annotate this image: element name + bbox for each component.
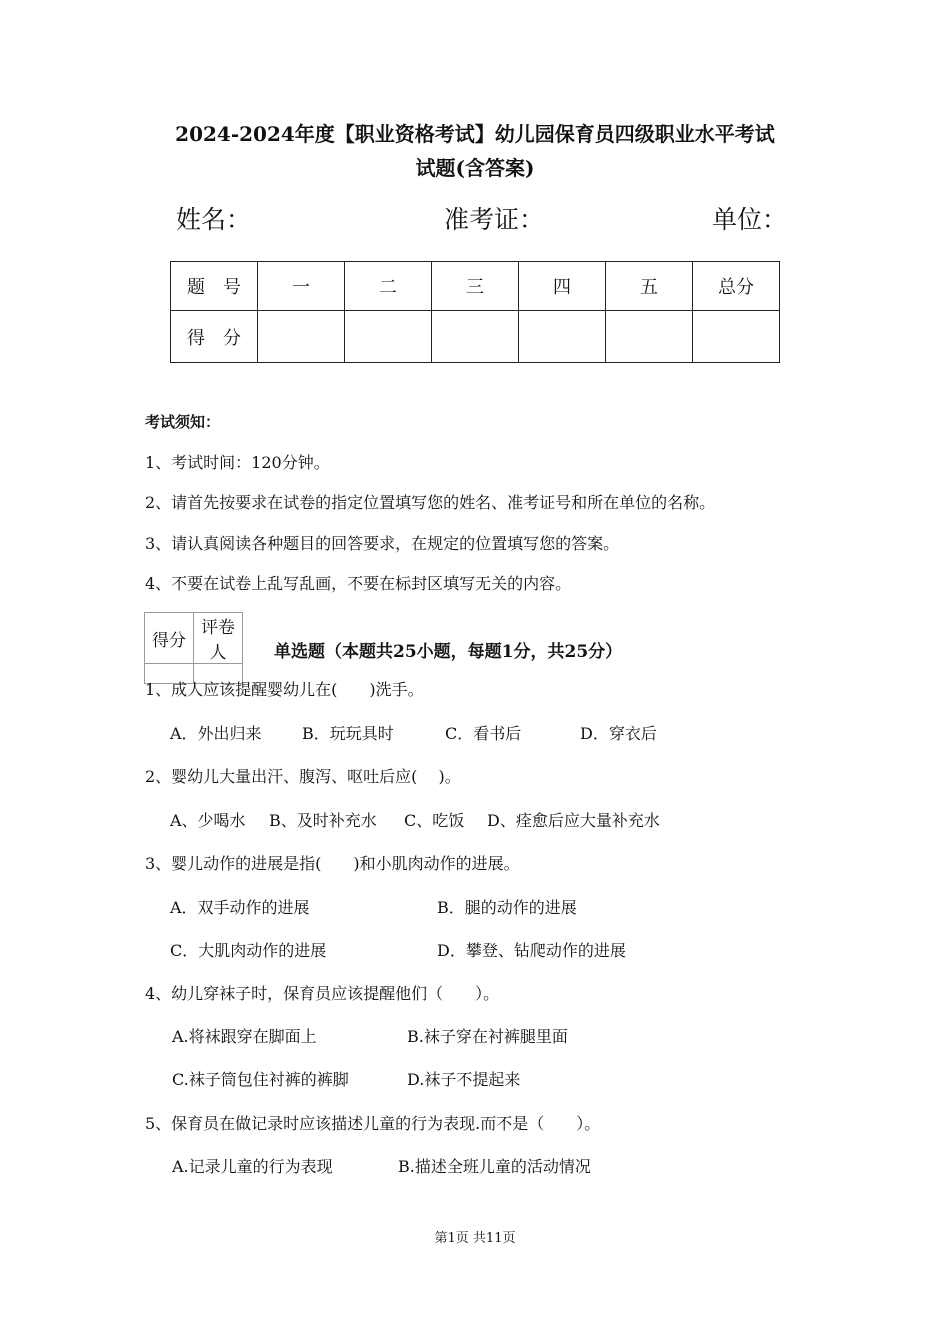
- grader-reviewer-label: 评卷人: [194, 613, 243, 664]
- question-option[interactable]: C.袜子筒包住衬裤的裤脚: [172, 1070, 349, 1089]
- question-option[interactable]: B.袜子穿在衬裤腿里面: [407, 1027, 568, 1046]
- score-table-row-label: 得 分: [171, 311, 258, 363]
- note-item: 3、请认真阅读各种题目的回答要求，在规定的位置填写您的答案。: [145, 534, 620, 553]
- question-stem: 2、婴幼儿大量出汗、腹泻、呕吐后应( )。: [145, 767, 461, 786]
- name-field-label: 姓名：: [176, 205, 252, 234]
- grader-box: [144, 612, 243, 684]
- unit-field-label: 单位：: [712, 205, 788, 234]
- question-option[interactable]: B、及时补充水: [269, 811, 377, 830]
- score-table-score-row: [171, 311, 780, 363]
- score-cell[interactable]: [345, 311, 432, 363]
- page-footer: 第1页 共11页: [434, 1231, 516, 1246]
- score-cell[interactable]: [258, 311, 345, 363]
- exam-id-field-label: 准考证：: [444, 205, 545, 234]
- score-table-header-cell: 二: [345, 262, 432, 311]
- score-table-header-cell: 四: [519, 262, 606, 311]
- question-option[interactable]: B．腿的动作的进展: [437, 898, 577, 917]
- question-option[interactable]: A.将袜跟穿在脚面上: [172, 1027, 317, 1046]
- question-option[interactable]: A.记录儿童的行为表现: [172, 1157, 333, 1176]
- score-table-header-cell: 题 号: [171, 262, 258, 311]
- score-table-header-cell: 一: [258, 262, 345, 311]
- question-option[interactable]: A．外出归来: [170, 724, 262, 743]
- question-option[interactable]: D.袜子不提起来: [407, 1070, 521, 1089]
- question-option[interactable]: A、少喝水: [170, 811, 246, 830]
- question-option[interactable]: D、痊愈后应大量补充水: [487, 811, 660, 830]
- question-option[interactable]: D．攀登、钻爬动作的进展: [437, 941, 626, 960]
- question-option[interactable]: C．看书后: [445, 724, 522, 743]
- score-cell[interactable]: [606, 311, 693, 363]
- question-stem: 1、成人应该提醒婴幼儿在( )洗手。: [145, 680, 424, 699]
- note-item: 4、不要在试卷上乱写乱画，不要在标封区填写无关的内容。: [145, 574, 572, 593]
- document-subtitle: 试题(含答案): [415, 156, 535, 180]
- question-option[interactable]: A．双手动作的进展: [170, 898, 310, 917]
- score-table-header-cell: 五: [606, 262, 693, 311]
- question-option[interactable]: D．穿衣后: [580, 724, 657, 743]
- document-title: 2024-2024年度【职业资格考试】幼儿园保育员四级职业水平考试: [175, 122, 775, 146]
- note-item: 2、请首先按要求在试卷的指定位置填写您的姓名、准考证号和所在单位的名称。: [145, 493, 716, 512]
- question-option[interactable]: B.描述全班儿童的活动情况: [398, 1157, 591, 1176]
- score-cell[interactable]: [519, 311, 606, 363]
- question-option[interactable]: B．玩玩具时: [302, 724, 394, 743]
- score-cell[interactable]: [693, 311, 780, 363]
- score-cell[interactable]: [432, 311, 519, 363]
- question-option[interactable]: C．大肌肉动作的进展: [170, 941, 327, 960]
- question-stem: 3、婴儿动作的进展是指( )和小肌肉动作的进展。: [145, 854, 520, 873]
- score-table-header-row: [171, 262, 780, 311]
- score-table-header-cell: 总分: [693, 262, 780, 311]
- score-table-header-cell: 三: [432, 262, 519, 311]
- question-stem: 5、保育员在做记录时应该描述儿童的行为表现.而不是（ ）。: [145, 1114, 601, 1133]
- grader-score-label: 得分: [145, 613, 194, 664]
- note-item: 1、考试时间：120分钟。: [145, 453, 330, 472]
- score-table: [170, 261, 780, 363]
- notes-title: 考试须知：: [145, 413, 221, 431]
- question-stem: 4、幼儿穿袜子时，保育员应该提醒他们（ ）。: [145, 984, 500, 1003]
- question-option[interactable]: C、吃饭: [404, 811, 465, 830]
- section-title: 单选题（本题共25小题，每题1分，共25分）: [274, 642, 623, 662]
